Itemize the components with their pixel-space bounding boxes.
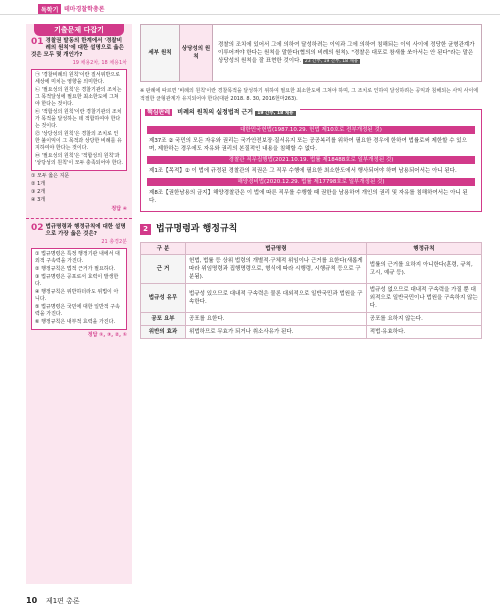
page-footer	[26, 596, 80, 606]
section-heading	[140, 224, 482, 238]
table-header-row	[141, 243, 482, 255]
table-cell: 법률의 근거를 요하지 아니한다(훈령, 규칙, 고시, 예규 등).	[366, 255, 481, 284]
chapter-label: 제1편 총론	[45, 597, 80, 605]
key-case-heading: 비례의 원칙의 실정법적 근거	[177, 109, 254, 116]
table-row	[141, 284, 482, 313]
section-number: 2	[140, 224, 151, 235]
table-cell: 공포를 요하지 않는다.	[366, 313, 481, 326]
page-number: 10	[26, 596, 38, 605]
table-cell: 헌법, 법률 등 상위 법령의 개별적·구체적 위임이나 근거를 요한다(새롭게 따라 위임명령과 집행명령으로, 형식에 따라 시행령, 시행규칙 등으로 구분됨).	[186, 255, 367, 284]
question-item: ㉤ '필요성의 원칙'은 '적합성의 원칙'과 '상당성의 원칙'이 모두 충족되어야 한다.	[35, 153, 123, 166]
answer-option: ④ 3개	[31, 197, 46, 203]
law-title-bar: 해양경비법(2020.12.29. 법률 제17798호로 일부개정된 것)	[147, 178, 475, 186]
citation-badge: 23 간부, 19 간부, 18 채용	[304, 58, 359, 64]
law-article: 제37조 ② 국민의 모든 자유와 권리는 국가안전보장·질서유지 또는 공공복리를 위하여 필요한 경우에 한하여 법률로써 제한할 수 있으며, 제한하는 경우에도 자유와 권리의 본질적인 내용을 침해할 수 없다.	[149, 138, 467, 152]
key-case-body	[141, 110, 481, 211]
question-items-box	[31, 248, 127, 330]
section-title: 법규명령과 행정규칙	[156, 224, 238, 234]
row-label: 위반의 효과	[141, 326, 186, 339]
question-items-box	[31, 69, 127, 171]
table-cell: 법규성 없으므로 대내적 구속력을 가질 뿐 대외적으로 일반국민이나 법원을 구속하지 않는다.	[366, 284, 481, 313]
question-number: 02	[31, 223, 44, 233]
question-text: 법규명령과 행정규칙에 대한 설명으로 가장 옳은 것은?	[45, 224, 126, 237]
key-case-tag: 핵심판례	[147, 109, 171, 116]
sidebar-banner: 기출문제 다잡기	[34, 24, 124, 36]
sidebar-practice-questions	[26, 24, 132, 584]
law-article: 제1조【목적】② 이 법에 규정된 경찰관의 직권은 그 직무 수행에 필요한 최소한도에서 행사되어야 하며 남용되어서는 아니 된다.	[149, 168, 457, 174]
row-label: 근 거	[141, 255, 186, 284]
question-item: ③ 법규명령은 공포로서 효력이 발생한다.	[35, 274, 119, 287]
answer-key: 정답 ④	[111, 206, 127, 212]
table-cell: 적법·유효하다.	[366, 326, 481, 339]
question-source: 19 채용2차, 18 채용1차	[72, 60, 127, 66]
key-case-box	[140, 109, 482, 212]
question-item: ㉠ '경찰비례의 원칙'이란 질서위반으로 세상에 미치는 영향을 의미한다.	[35, 72, 120, 85]
table-cell: 공포를 요한다.	[186, 313, 367, 326]
question-2	[26, 222, 132, 341]
question-text: 경찰권 발동의 한계에서 '경찰비례의 원칙'에 대한 설명으로 옳은 것은 모두 몇 개인가?	[31, 38, 124, 58]
answer-option: ③ 2개	[31, 189, 46, 195]
row-label: 법규성 유무	[141, 284, 186, 313]
law-title-bar: 대한민국헌법(1987.10.29. 헌법 제10호로 전부개정된 것)	[147, 126, 475, 134]
question-item: ② 행정규칙은 법적 근거가 필요하다.	[35, 266, 116, 272]
question-item: ㉡ '필요성의 원칙'은 경찰기관의 조치는 그 목적달성에 필요한 최소한도에 그쳐야 한다는 것이다.	[35, 87, 122, 107]
key-case-title	[141, 109, 300, 118]
question-number: 01	[31, 37, 44, 47]
precedent-note: ※ 판례에 따르면 '비례의 원칙'이란 경찰목적을 달성하기 위하여 필요한 최소한도에 그쳐야 하며, 그 조치로 인하여 달성하려는 공익과 침해되는 사익 사이에 적절한 균형관계가 유지되어야 한다(대판 2018. 8. 30, 2016헌마263).	[140, 88, 479, 102]
question-item: ㉢ '적합성의 원칙'이란 경찰기관의 조치가 목적을 달성하는 데 적합하여야 한다는 것이다.	[35, 109, 122, 129]
answer-option: ① 모두 옳은 지문	[31, 173, 70, 179]
citation-badge: 19 간부, 18 채용	[257, 111, 294, 116]
column-header: 행정규칙	[366, 243, 481, 255]
law-title-bar: 경찰관 직무집행법(2021.10.19. 법률 제18488호로 일부개정된 것)	[147, 156, 475, 164]
answer-options	[31, 173, 127, 204]
question-item: ⑤ 법규명령은 국민에 대한 일반적 구속력을 가진다.	[35, 304, 120, 317]
principle-table	[140, 24, 482, 82]
column-header: 구 분	[141, 243, 186, 255]
question-item: ① 법규명령은 특정 행정기관 내에서 대외적 구속력을 가진다.	[35, 251, 120, 264]
question-source: 21 총경2분	[101, 239, 127, 245]
table-cell-content	[213, 25, 482, 82]
question-1	[26, 36, 132, 215]
table-row	[141, 313, 482, 326]
question-divider	[26, 218, 132, 219]
question-item: ㉣ '상당성의 원칙'은 경찰의 조치로 인한 불이익이 그 목적과 상당한 비례를 유지하여야 한다는 것이다.	[35, 131, 122, 151]
main-content	[140, 24, 482, 339]
question-item: ④ 행정규칙은 위반하더라도 위법이 아니다.	[35, 289, 119, 302]
header-tag: 독학기	[38, 4, 61, 15]
column-header: 법규명령	[186, 243, 367, 255]
header-title: 테마경찰학총론	[64, 6, 105, 13]
header-rule	[0, 14, 500, 15]
row-label: 공포 요부	[141, 313, 186, 326]
table-row-header: 세부 원칙	[141, 25, 180, 82]
answer-option: ② 1개	[31, 181, 46, 187]
table-row	[141, 255, 482, 284]
table-sub-header: 상당성의 원칙	[180, 25, 213, 82]
page-header	[0, 0, 500, 22]
law-article: 제8조【권한남용의 금지】해양경찰관은 이 법에 따른 직무를 수행할 때 권한을 남용하여 개인의 권리 및 자유를 침해하여서는 아니 된다.	[149, 190, 468, 204]
table-cell: 위법하므로 무효가 되거나 취소사유가 된다.	[186, 326, 367, 339]
comparison-table	[140, 242, 482, 339]
principle-description: 경찰의 조치에 있어서 그에 의하여 달성하려는 이익과 그에 의하여 침해되는 이익 사이에 정당한 균형관계가 이루어져야 한다는 원칙을 말한다(협의의 비례의 원칙). "경찰은 대포로 참새를 쏘아서는 안 된다"라는 말은 상당성의 원칙을 잘 표현한 것이다.	[218, 41, 475, 64]
table-cell: 법규성 있으므로 대내적 구속력은 물론 대외적으로 일반국민과 법원을 구속한다.	[186, 284, 367, 313]
answer-key: 정답 ①, ③, ②, ①	[87, 332, 127, 338]
question-item: ⑥ 행정규칙은 내부적 효력을 가진다.	[35, 319, 116, 325]
table-row	[141, 326, 482, 339]
